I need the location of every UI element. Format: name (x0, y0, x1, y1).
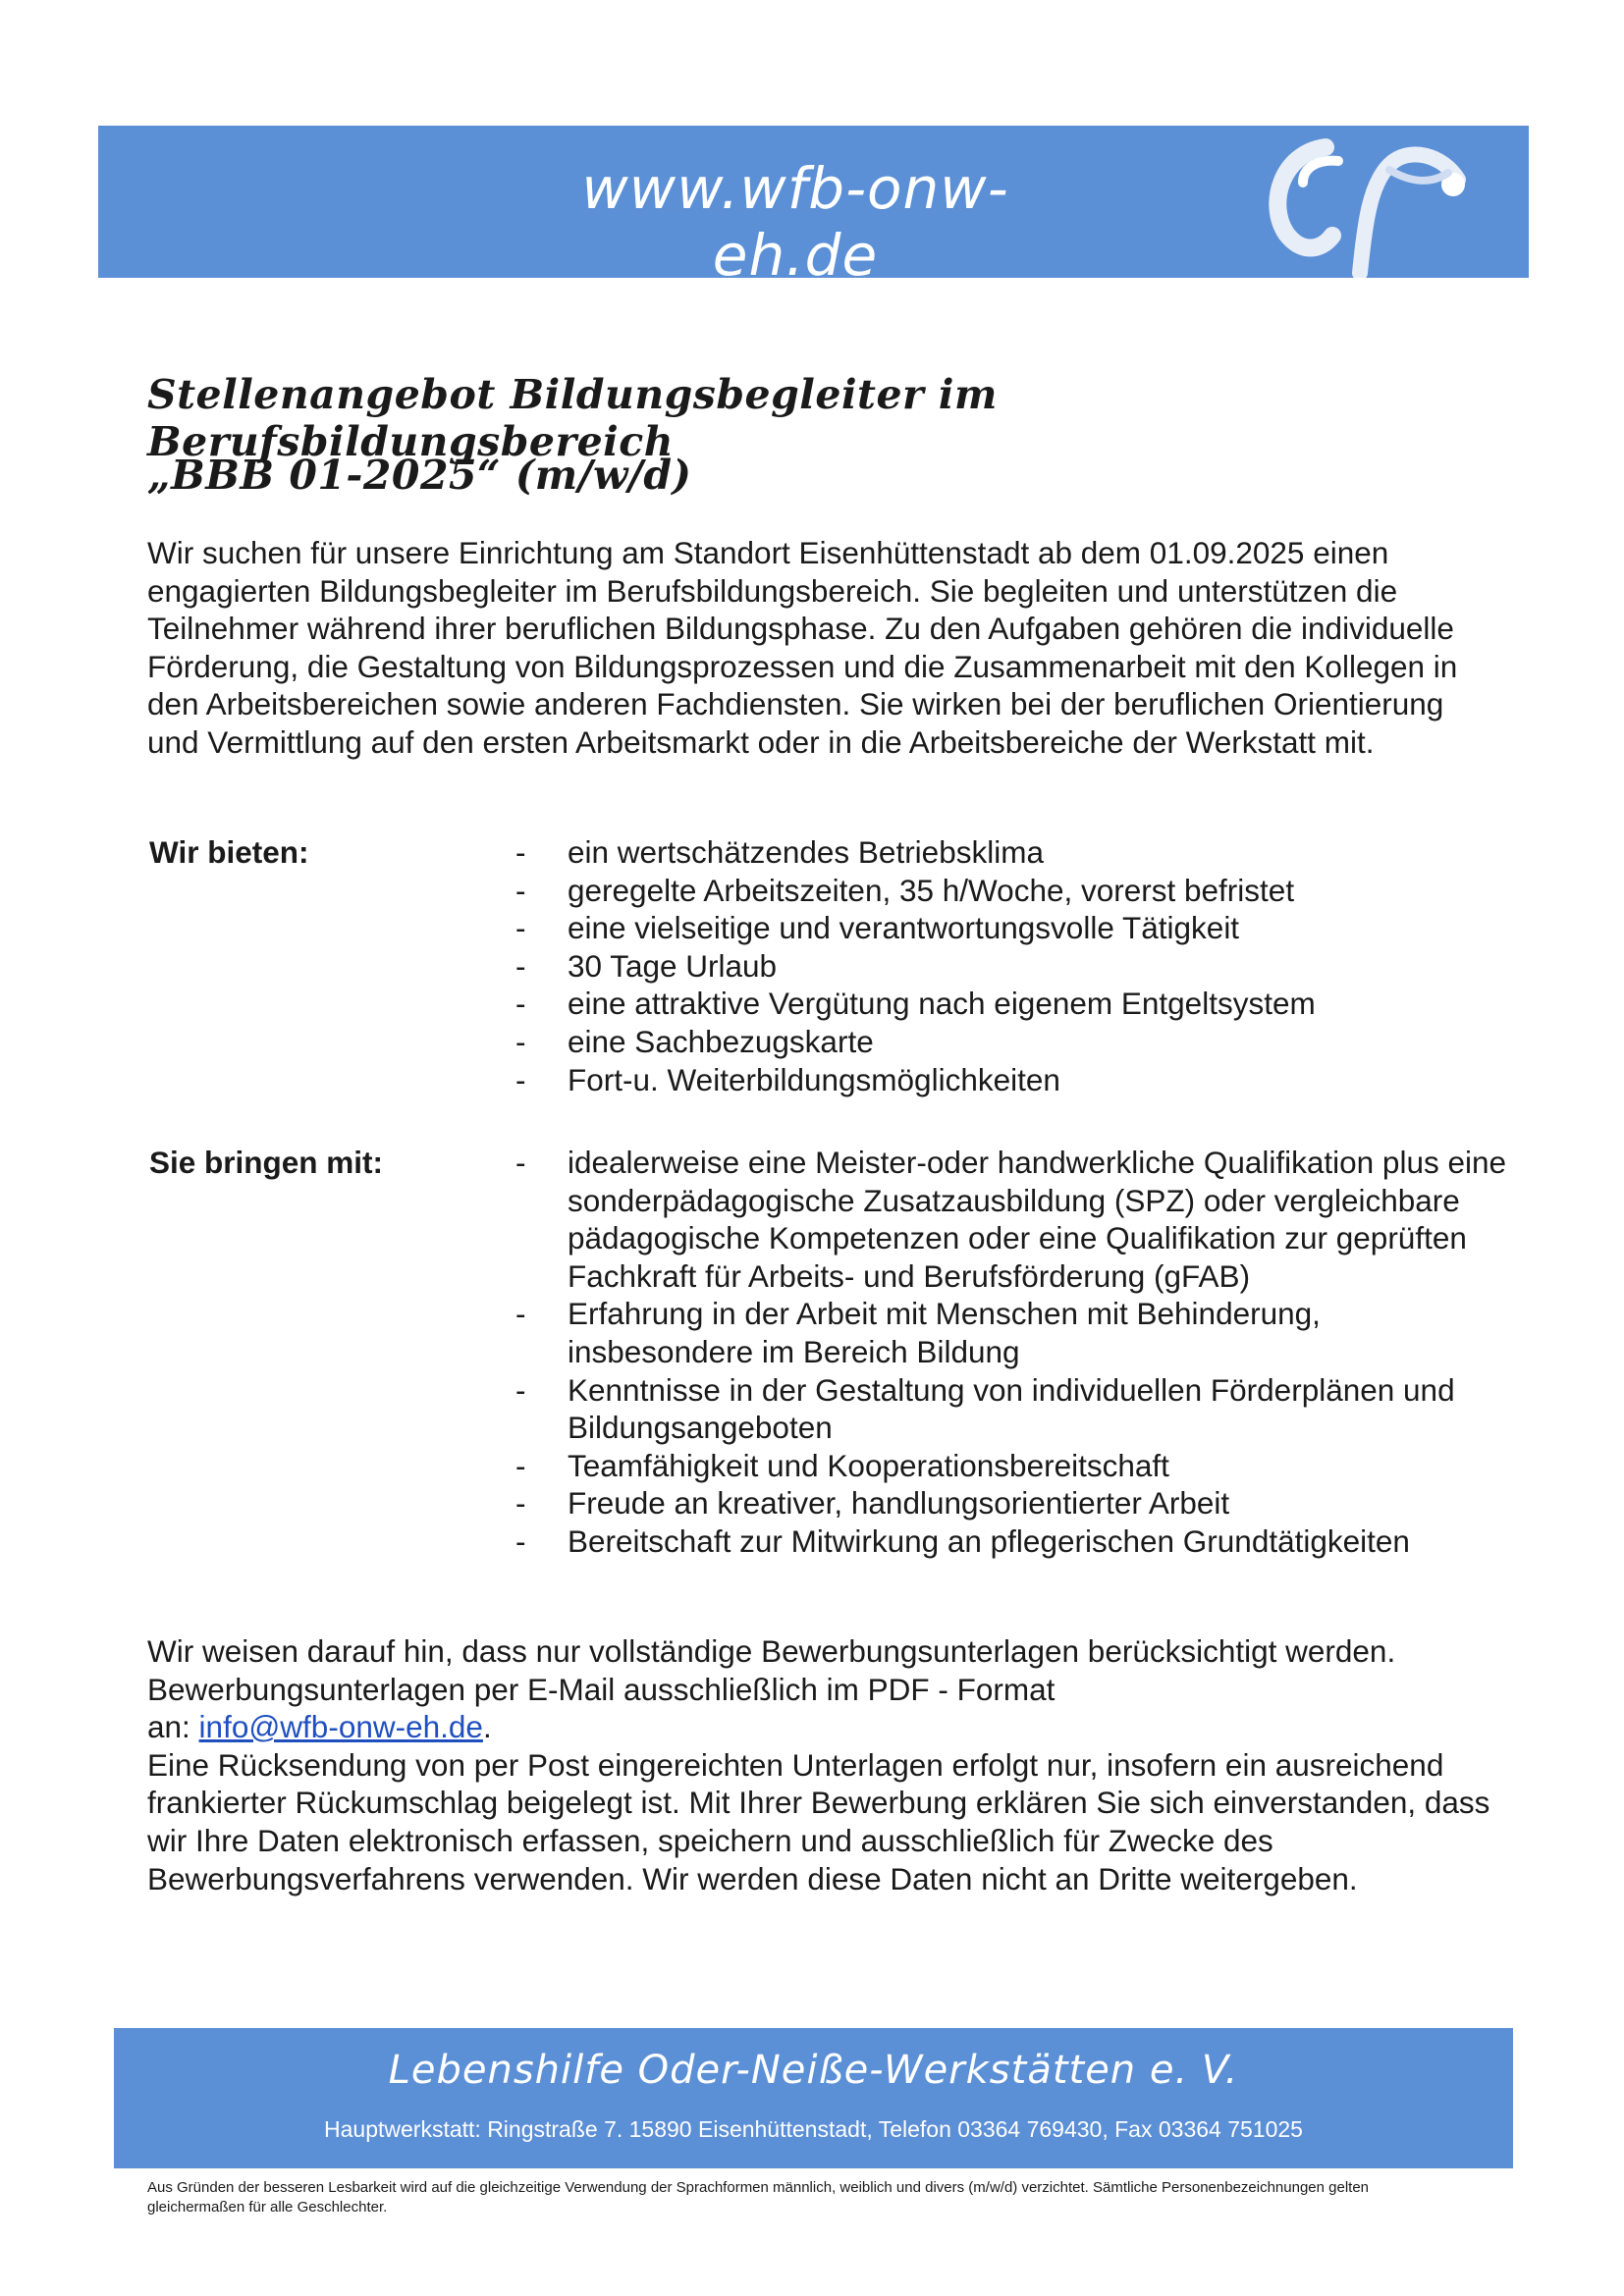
list-item (515, 909, 1507, 947)
offer-list (515, 833, 1507, 1098)
list-item-text: ein wertschätzendes Betriebsklima (568, 834, 1044, 870)
bullet-dash: - (515, 1145, 526, 1180)
wfb-logo-icon (1242, 126, 1497, 278)
footer-organization: Lebenshilfe Oder-Neiße-Werkstätten e. V. (388, 2048, 1239, 2093)
bullet-dash: - (515, 947, 526, 984)
closing-paragraph-1: Wir weisen darauf hin, dass nur vollständige Bewerbungsunterlagen berücksichtigt werden. Bewerbungsunterlagen per E-Mail ausschließlich im PDF - Format an: info@wfb-onw-eh.de. (147, 1633, 1396, 1745)
job-reference: „BBB 01-2025“ (m/w/d) (147, 452, 692, 499)
bullet-dash: - (515, 872, 526, 908)
list-item-text: geregelte Arbeitszeiten, 35 h/Woche, vorerst befristet (568, 872, 1295, 908)
list-item-text: Teamfähigkeit und Kooperationsbereitschaft (568, 1447, 1169, 1483)
bullet-dash: - (515, 1371, 526, 1408)
job-title: Stellenangebot Bildungsbegleiter im Berufsbildungsbereich (147, 371, 998, 465)
closing-section (147, 1632, 1492, 1897)
list-item-text: idealerweise eine Meister-oder handwerkliche Qualifikation plus eine sonderpädagogische Zusatzausbildung (SPZ) oder vergleichbare pädagogische Kompetenzen oder eine Qualifikation zur geprüften Fachkraft für Arbeits- und Berufsförderung (gFAB) (568, 1145, 1507, 1294)
intro-paragraph: Wir suchen für unsere Einrichtung am Standort Eisenhüttenstadt ab dem 01.09.2025 einen engagierten Bildungsbegleiter im Berufsbildungsbereich. Sie begleiten und unterstützen die Teilnehmer während ihrer beruflichen Bildungsphase. Zu den Aufgaben gehören die individuelle Förderung, die Gestaltung von Bildungsprozessen und die Zusammenarbeit mit den Kollegen in den Arbeitsbereichen sowie anderen Fachdiensten. Sie wirken bei der beruflichen Orientierung und Vermittlung auf den ersten Arbeitsmarkt oder in die Arbeitsbereiche der Werkstatt mit. (147, 535, 1458, 760)
list-item-text: Fort-u. Weiterbildungsmöglichkeiten (568, 1061, 1060, 1097)
list-item (515, 947, 1507, 986)
bullet-dash: - (515, 1485, 526, 1522)
closing-paragraph-2: Eine Rücksendung von per Post eingereichten Unterlagen erfolgt nur, insofern ein ausreichend frankierter Rückumschlag beigelegt ist. Mit Ihrer Bewerbung erklären Sie sich einverstanden, dass wir Ihre Daten elektronisch erfassen, speichern und ausschließlich für Zwecke des Bewerbungsverfahrens verwenden. Wir werden diese Daten nicht an Dritte weitergeben. (147, 1746, 1490, 1896)
list-item (515, 1144, 1507, 1295)
footer-address: Hauptwerkstatt: Ringstraße 7. 15890 Eisenhüttenstadt, Telefon 03364 769430, Fax 03364 751025 (324, 2116, 1303, 2142)
bullet-dash: - (515, 910, 526, 946)
list-item (515, 1447, 1507, 1485)
list-item-text: Bereitschaft zur Mitwirkung an pflegerischen Grundtätigkeiten (568, 1522, 1410, 1559)
list-item-text: Freude an kreativer, handlungsorientierter Arbeit (568, 1485, 1230, 1522)
list-item-text: 30 Tage Urlaub (568, 947, 778, 984)
bullet-dash: - (515, 986, 526, 1022)
footer-banner (114, 2028, 1513, 2168)
list-item (515, 1023, 1507, 1061)
email-link[interactable]: info@wfb-onw-eh.de (198, 1709, 483, 1745)
requirements-label: Sie bringen mit: (149, 1145, 384, 1180)
list-item (515, 1371, 1507, 1447)
list-item (515, 833, 1507, 872)
list-item-text: Erfahrung in der Arbeit mit Menschen mit Behinderung, insbesondere im Bereich Bildung (568, 1296, 1321, 1369)
header-banner (98, 126, 1529, 289)
bullet-dash: - (515, 1061, 526, 1097)
list-item-text: eine vielseitige und verantwortungsvolle Tätigkeit (568, 910, 1240, 946)
header-website-url[interactable]: www.wfb-onw-eh.de (581, 155, 1009, 289)
list-item (515, 1295, 1507, 1370)
bullet-dash: - (515, 1296, 526, 1332)
requirements-list (515, 1144, 1507, 1561)
list-item (515, 1061, 1507, 1099)
bullet-dash: - (515, 834, 526, 870)
list-item-text: Kenntnisse in der Gestaltung von individuellen Förderplänen und Bildungsangeboten (568, 1371, 1455, 1446)
list-item (515, 1484, 1507, 1522)
bullet-dash: - (515, 1023, 526, 1059)
list-item (515, 985, 1507, 1023)
gender-disclaimer: Aus Gründen der besseren Lesbarkeit wird auf die gleichzeitige Verwendung der Sprachformen männlich, weiblich und divers (m/w/d) verzichtet. Sämtliche Personenbezeichnungen gelten gleichermaßen für alle Geschlechter. (147, 2179, 1370, 2216)
offer-label: Wir bieten: (149, 834, 309, 870)
list-item (515, 1522, 1507, 1561)
list-item (515, 872, 1507, 910)
bullet-dash: - (515, 1522, 526, 1559)
list-item-text: eine Sachbezugskarte (568, 1023, 874, 1059)
bullet-dash: - (515, 1447, 526, 1483)
list-item-text: eine attraktive Vergütung nach eigenem Entgeltsystem (568, 986, 1316, 1022)
